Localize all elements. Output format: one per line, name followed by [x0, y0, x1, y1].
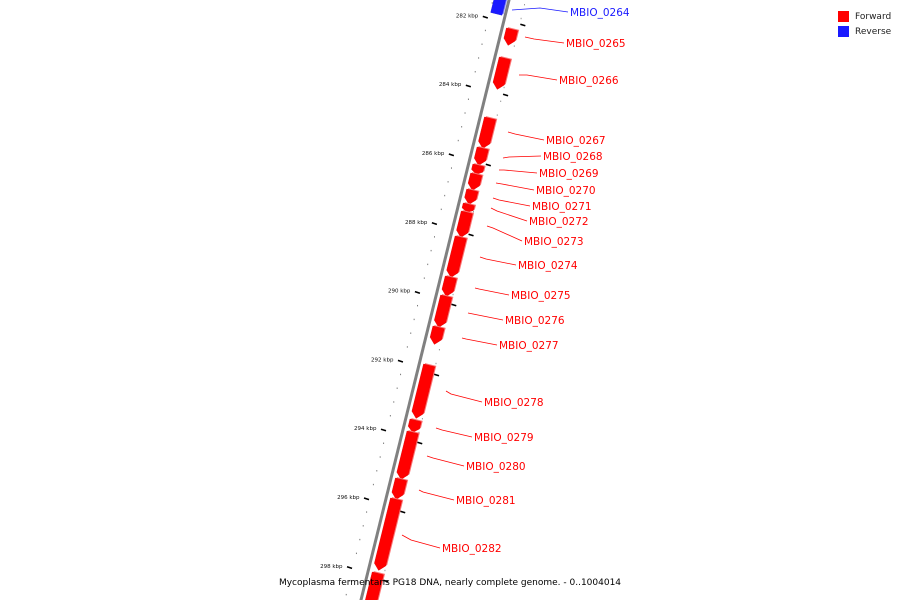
- scale-minor-tick: [461, 126, 462, 127]
- strand-minor-tick: [500, 101, 501, 102]
- gene-label[interactable]: MBIO_0281: [456, 494, 516, 507]
- gene-feature-arrow[interactable]: [392, 478, 407, 499]
- strand-minor-tick: [524, 4, 525, 5]
- scale-tick-label: 282 kbp: [455, 13, 479, 20]
- gene-leader-line: [462, 338, 497, 345]
- scale-minor-tick: [359, 539, 360, 540]
- figure-caption: Mycoplasma fermentans PG18 DNA, nearly complete genome. - 0..1004014: [278, 578, 622, 588]
- gene-label[interactable]: MBIO_0275: [511, 289, 571, 302]
- scale-minor-tick: [397, 388, 398, 389]
- scale-minor-tick: [363, 525, 364, 526]
- scale-minor-tick: [478, 57, 479, 58]
- scale-minor-tick: [444, 195, 445, 196]
- scale-minor-tick: [407, 346, 408, 347]
- gene-leader-line: [496, 183, 534, 190]
- scale-major-tick: [466, 85, 471, 87]
- gene-leader-line: [419, 490, 454, 500]
- scale-minor-tick: [475, 71, 476, 72]
- scale-minor-tick: [451, 167, 452, 168]
- gene-label[interactable]: MBIO_0278: [484, 396, 544, 409]
- gene-feature-arrow[interactable]: [430, 326, 444, 344]
- gene-leader-line: [519, 75, 557, 80]
- gene-label[interactable]: MBIO_0273: [524, 235, 584, 248]
- scale-minor-tick: [380, 456, 381, 457]
- gene-labels: [402, 7, 630, 555]
- gene-leader-line: [475, 288, 509, 295]
- gene-label[interactable]: MBIO_0270: [536, 184, 596, 197]
- strand-tick: [486, 164, 491, 166]
- gene-label[interactable]: MBIO_0268: [543, 150, 603, 163]
- gene-label[interactable]: MBIO_0266: [559, 74, 619, 87]
- scale-minor-tick: [414, 319, 415, 320]
- gene-label[interactable]: MBIO_0264: [570, 6, 630, 19]
- scale-major-tick: [415, 292, 420, 294]
- scale-ticks: [320, 2, 525, 599]
- scale-minor-tick: [417, 305, 418, 306]
- gene-leader-line: [446, 391, 482, 402]
- scale-tick-label: 294 kbp: [354, 426, 377, 433]
- gene-leader-line: [402, 535, 440, 548]
- scale-minor-tick: [383, 443, 384, 444]
- gene-feature-arrow[interactable]: [442, 276, 457, 296]
- gene-label[interactable]: MBIO_0265: [566, 37, 626, 50]
- gene-leader-line: [480, 257, 516, 265]
- strand-minor-tick: [453, 294, 454, 295]
- gene-leader-line: [427, 456, 464, 466]
- scale-tick-label: 292 kbp: [371, 357, 394, 364]
- strand-tick: [434, 374, 439, 376]
- scale-major-tick: [381, 429, 386, 431]
- gene-label[interactable]: MBIO_0279: [474, 431, 534, 444]
- gene-label[interactable]: MBIO_0276: [505, 314, 565, 327]
- scale-tick-label: 288 kbp: [404, 219, 428, 226]
- gene-label[interactable]: MBIO_0267: [546, 134, 606, 147]
- strand-minor-tick: [497, 114, 498, 115]
- strand-minor-tick: [504, 87, 505, 88]
- gene-label[interactable]: MBIO_0277: [499, 339, 559, 352]
- gene-leader-line: [487, 226, 522, 241]
- scale-tick-label: 298 kbp: [320, 563, 343, 570]
- scale-minor-tick: [366, 511, 367, 512]
- scale-minor-tick: [410, 332, 411, 333]
- sequence-backbone: [359, 0, 512, 600]
- gene-feature-arrow[interactable]: [465, 189, 478, 204]
- scale-tick-label: 296 kbp: [337, 495, 360, 501]
- scale-minor-tick: [441, 209, 442, 210]
- legend: [838, 9, 900, 39]
- legend-entry-forward: [838, 9, 900, 24]
- strand-minor-tick: [521, 18, 522, 19]
- scale-tick-label: 284 kbp: [438, 82, 462, 89]
- scale-minor-tick: [376, 470, 377, 471]
- gene-leader-line: [525, 37, 564, 43]
- strand-minor-tick: [514, 45, 515, 46]
- scale-major-tick: [364, 498, 369, 500]
- gene-feature-arrow[interactable]: [457, 211, 473, 237]
- scale-minor-tick: [468, 99, 469, 100]
- strand-tick: [417, 442, 422, 444]
- gene-feature-arrow[interactable]: [468, 173, 482, 190]
- scale-minor-tick: [393, 401, 394, 402]
- strand-tick: [451, 304, 456, 306]
- scale-minor-tick: [465, 112, 466, 113]
- strand-tick: [520, 24, 525, 26]
- gene-features: [364, 0, 519, 600]
- gene-leader-line: [468, 313, 503, 320]
- gene-label[interactable]: MBIO_0280: [466, 460, 526, 473]
- gene-feature-arrow[interactable]: [412, 364, 435, 418]
- scale-minor-tick: [424, 277, 425, 278]
- scale-minor-tick: [346, 594, 347, 595]
- gene-leader-line: [499, 170, 537, 173]
- gene-label[interactable]: MBIO_0282: [442, 542, 502, 555]
- gene-leader-line: [491, 208, 527, 221]
- legend-label-forward: Forward: [855, 11, 892, 22]
- scale-minor-tick: [431, 250, 432, 251]
- scale-tick-label: 286 kbp: [421, 151, 445, 157]
- scale-minor-tick: [458, 140, 459, 141]
- strand-tick: [400, 511, 405, 513]
- forward-swatch: [838, 11, 849, 22]
- gene-label[interactable]: MBIO_0274: [518, 259, 578, 272]
- strand-minor-tick: [422, 418, 423, 419]
- strand-tick: [469, 234, 474, 236]
- reverse-swatch: [838, 26, 849, 37]
- backbone-line: [359, 0, 512, 600]
- scale-minor-tick: [400, 374, 401, 375]
- gene-feature-arrow[interactable]: [474, 147, 488, 165]
- scale-minor-tick: [390, 415, 391, 416]
- strand-minor-tick: [473, 211, 474, 212]
- gene-leader-line: [512, 8, 568, 12]
- scale-minor-tick: [492, 2, 493, 3]
- strand-minor-tick: [384, 570, 385, 571]
- gene-leader-line: [493, 198, 530, 206]
- scale-tick-label: 290 kbp: [387, 288, 411, 295]
- scale-minor-tick: [434, 236, 435, 237]
- scale-minor-tick: [448, 181, 449, 182]
- gene-label[interactable]: MBIO_0271: [532, 200, 592, 213]
- scale-major-tick: [432, 223, 437, 225]
- gene-leader-line: [503, 156, 541, 158]
- scale-major-tick: [398, 360, 403, 362]
- gene-label[interactable]: MBIO_0269: [539, 167, 599, 180]
- scale-major-tick: [449, 154, 454, 156]
- legend-entry-reverse: [838, 24, 900, 39]
- gene-leader-line: [508, 132, 544, 140]
- gene-feature-arrow[interactable]: [504, 28, 518, 45]
- gene-leader-line: [436, 428, 472, 437]
- strand-minor-tick: [439, 349, 440, 350]
- scale-major-tick: [347, 567, 352, 569]
- scale-minor-tick: [356, 553, 357, 554]
- strand-minor-tick: [436, 363, 437, 364]
- strand-tick: [503, 94, 508, 96]
- legend-label-reverse: Reverse: [855, 26, 892, 37]
- scale-minor-tick: [373, 484, 374, 485]
- scale-minor-tick: [427, 264, 428, 265]
- gene-label[interactable]: MBIO_0272: [529, 215, 589, 228]
- scale-major-tick: [483, 16, 488, 18]
- scale-minor-tick: [482, 44, 483, 45]
- scale-minor-tick: [485, 30, 486, 31]
